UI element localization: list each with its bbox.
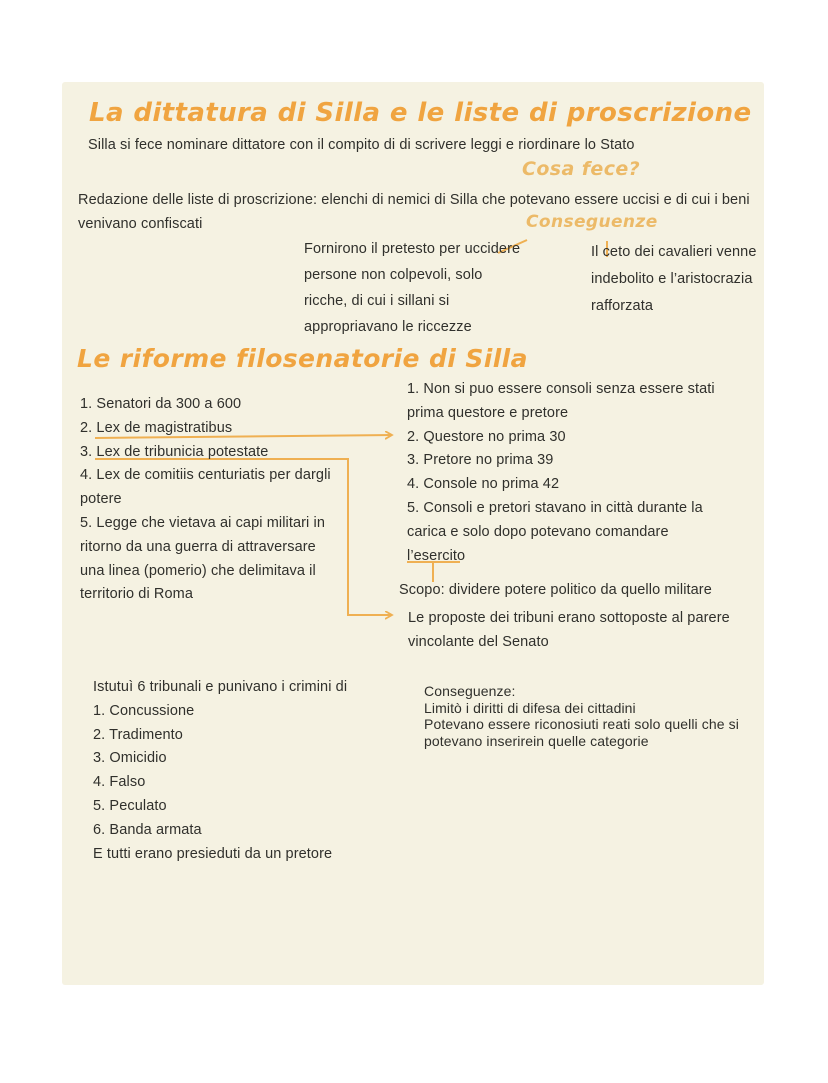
proposte-line: Le proposte dei tribuni erano sottoposte al parere — [408, 610, 730, 626]
tribunali-line: 6. Banda armata — [93, 821, 202, 838]
cosa-fece-label: Cosa fece? — [522, 158, 641, 180]
cavalieri-line: rafforzata — [591, 298, 653, 314]
riforme-left-item: una linea (pomerio) che delimitava il — [80, 562, 316, 579]
riforme-left-item: ritorno da una guerra di attraversare — [80, 538, 316, 555]
section-title-riforme: Le riforme filosenatorie di Silla — [77, 344, 528, 373]
riforme-left-item: 5. Legge che vietava ai capi militari in — [80, 514, 325, 531]
redazione-line: Redazione delle liste di proscrizione: elenchi di nemici di Silla che potevano essere uccisi e di cui i beni — [78, 192, 750, 208]
proposte-block — [408, 606, 730, 654]
pretesto-line: Fornirono il pretesto per uccidere — [304, 241, 521, 257]
tribunali-conseguenze-line: Limitò i diritti di difesa dei cittadini — [424, 699, 636, 716]
riforme-right-item: 2. Questore no prima 30 — [407, 428, 566, 445]
notes-page-card — [62, 82, 764, 985]
tribunali-line: 1. Concussione — [93, 702, 195, 719]
riforme-left-item: 4. Lex de comitiis centuriatis per dargli — [80, 467, 331, 484]
conseguenza-cavalieri-block — [591, 239, 757, 320]
tribunali-conseguenze-line: potevano inserirein quelle categorie — [424, 732, 649, 749]
riforme-right-item: l’esercito — [407, 547, 466, 564]
cavalieri-line: indebolito e l’aristocrazia — [591, 271, 753, 287]
pretesto-line: persone non colpevoli, solo — [304, 267, 483, 283]
riforme-left-item: 1. Senatori da 300 a 600 — [80, 396, 242, 412]
riforme-right-item: 1. Non si puo essere consoli senza essere stati — [407, 381, 715, 397]
riforme-left-list — [80, 393, 331, 607]
riforme-left-item: territorio di Roma — [80, 586, 193, 603]
riforme-left-item: potere — [80, 491, 122, 508]
tribunali-conseguenze-line: Conseguenze: — [424, 683, 516, 699]
tribunali-conseguenze-block — [424, 683, 739, 749]
proposte-line: vincolante del Senato — [408, 634, 549, 650]
riforme-right-item: 3. Pretore no prima 39 — [407, 452, 554, 469]
scopo-text: Scopo: dividere potere politico da quello militare — [399, 582, 712, 598]
tribunali-line: 3. Omicidio — [93, 750, 167, 767]
conseguenza-pretesto-block — [304, 236, 520, 340]
riforme-left-item: 3. Lex de tribunicia potestate — [80, 443, 269, 460]
tribunali-line: 5. Peculato — [93, 797, 167, 814]
intro-text: Silla si fece nominare dittatore con il compito di di scrivere leggi e riordinare lo Stato — [88, 137, 635, 153]
section-title-dittatura: La dittatura di Silla e le liste di proscrizione — [89, 98, 752, 128]
riforme-right-item: 4. Console no prima 42 — [407, 476, 560, 493]
riforme-left-item: 2. Lex de magistratibus — [80, 419, 233, 436]
conseguenze-label: Conseguenze — [526, 212, 658, 232]
riforme-right-item: prima questore e pretore — [407, 404, 569, 421]
tribunali-conseguenze-line: Potevano essere riconosiuti reati solo quelli che si — [424, 716, 739, 732]
tribunali-line: 2. Tradimento — [93, 726, 183, 743]
redazione-line: venivano confiscati — [78, 216, 203, 232]
pretesto-line: ricche, di cui i sillani si — [304, 293, 450, 309]
riforme-right-list — [407, 378, 715, 568]
tribunali-line: 4. Falso — [93, 774, 146, 791]
tribunali-line: E tutti erano presieduti da un pretore — [93, 845, 333, 862]
tribunali-line: Istutuì 6 tribunali e punivano i crimini di — [93, 679, 348, 695]
riforme-right-item: 5. Consoli e pretori stavano in città durante la — [407, 499, 703, 516]
tribunali-list — [93, 676, 347, 866]
cavalieri-line: Il ceto dei cavalieri venne — [591, 244, 757, 260]
pretesto-line: appropriavano le riccezze — [304, 319, 472, 335]
riforme-right-item: carica e solo dopo potevano comandare — [407, 523, 669, 540]
